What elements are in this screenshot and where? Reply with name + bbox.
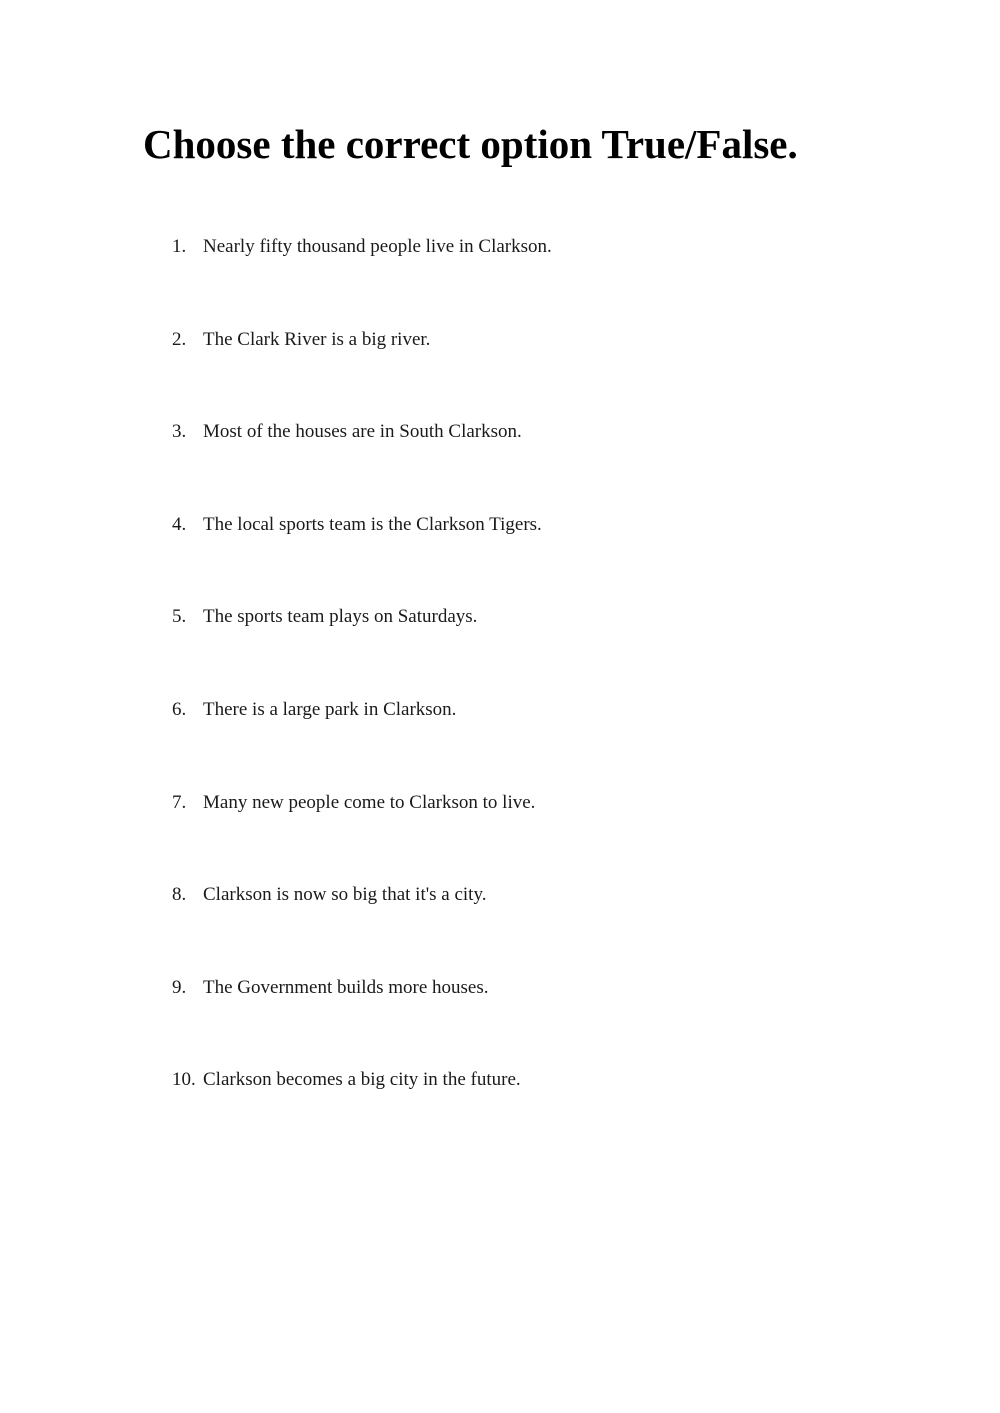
question-text: Many new people come to Clarkson to live. xyxy=(203,791,536,813)
question-number: 4. xyxy=(172,513,187,535)
question-text: The Government builds more houses. xyxy=(203,976,489,998)
question-text: Clarkson is now so big that it's a city. xyxy=(203,884,487,906)
question-text: The Clark River is a big river. xyxy=(203,328,431,350)
question-text: Clarkson becomes a big city in the future. xyxy=(203,1069,521,1091)
question-number: 1. xyxy=(172,236,187,257)
question-number: 7. xyxy=(172,791,187,813)
question-number: 3. xyxy=(172,421,187,443)
question-number: 5. xyxy=(172,606,187,628)
question-text: Nearly fifty thousand people live in Clarkson. xyxy=(203,236,552,257)
question-number: 2. xyxy=(172,328,187,350)
question-text: There is a large park in Clarkson. xyxy=(203,698,457,720)
question-number: 6. xyxy=(172,698,187,720)
question-text: The local sports team is the Clarkson Tigers. xyxy=(203,513,542,535)
question-number: 10. xyxy=(172,1069,196,1091)
question-text: The sports team plays on Saturdays. xyxy=(203,606,478,628)
question-text: Most of the houses are in South Clarkson. xyxy=(203,421,522,443)
question-number: 8. xyxy=(172,884,187,906)
page-title: Choose the correct option True/False. xyxy=(143,121,798,167)
question-number: 9. xyxy=(172,976,187,998)
